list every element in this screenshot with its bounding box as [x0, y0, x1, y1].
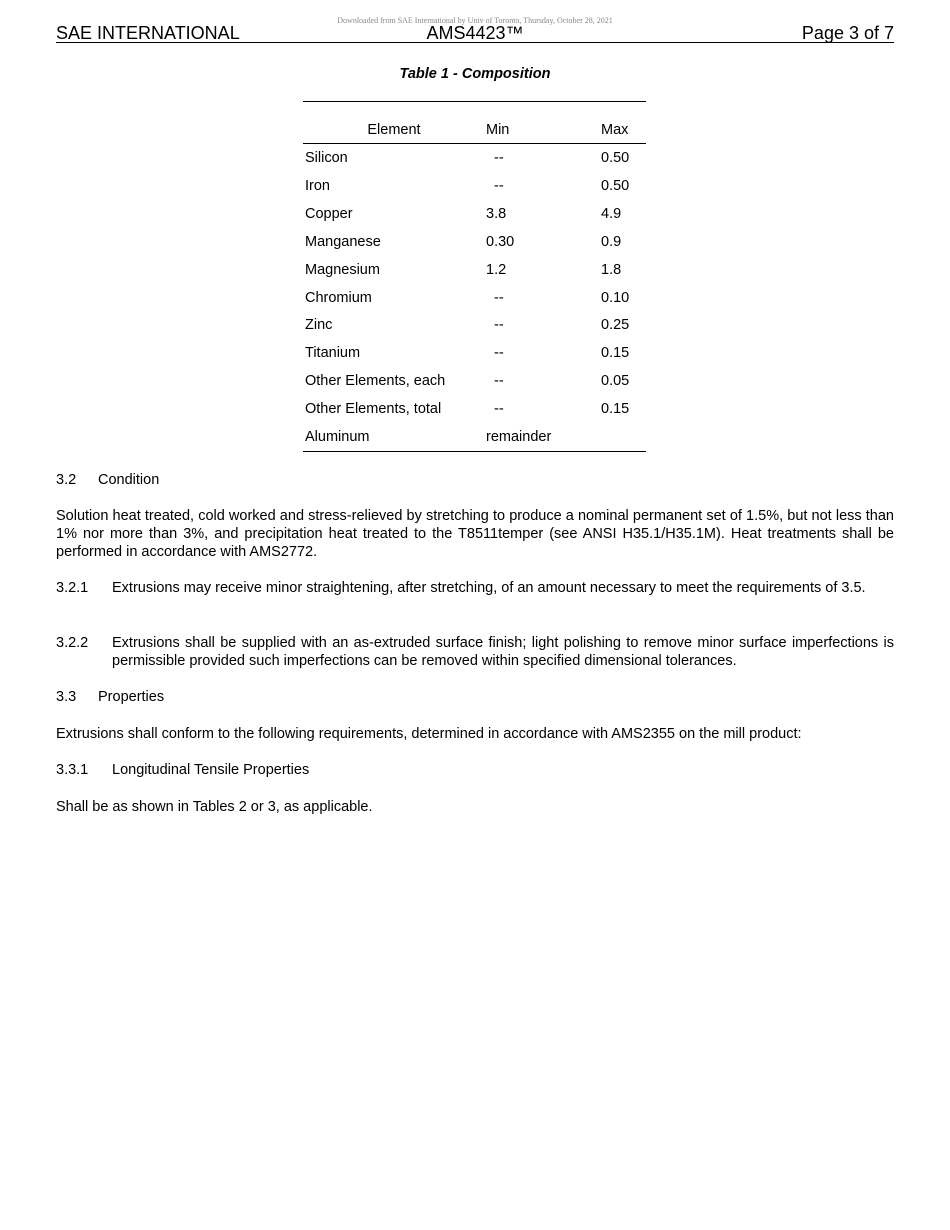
- cell-element: Aluminum: [305, 429, 370, 445]
- cell-max: 1.8: [601, 262, 622, 278]
- column-header-min: Min: [486, 122, 510, 138]
- cell-element: Manganese: [305, 234, 381, 250]
- cell-min: --: [494, 373, 504, 389]
- header-doc-number: AMS4423™: [426, 23, 524, 43]
- cell-min: --: [494, 290, 504, 306]
- cell-max: 0.9: [601, 234, 622, 250]
- header-org: SAE INTERNATIONAL: [56, 23, 240, 43]
- paragraph-properties: Extrusions shall conform to the following requirements, determined in accordance with AMS2355 on the mill product:: [56, 726, 802, 742]
- cell-min: --: [494, 401, 504, 417]
- cell-max: 0.50: [601, 178, 630, 194]
- cell-max: 0.15: [601, 345, 630, 361]
- cell-element: Iron: [305, 178, 330, 194]
- cell-max: 0.15: [601, 401, 630, 417]
- download-watermark: Downloaded from SAE International by Univ of Toronto, Thursday, October 28, 2021: [337, 16, 613, 25]
- cell-min: 1.2: [486, 262, 507, 278]
- subsection-number: 3.3.1: [56, 762, 89, 778]
- paragraph-straightening: Extrusions may receive minor straightening, after stretching, of an amount necessary to meet the requirements of 3.5.: [112, 580, 866, 596]
- cell-element: Other Elements, total: [305, 401, 442, 417]
- cell-element: Chromium: [305, 290, 372, 306]
- cell-min: --: [494, 150, 504, 166]
- cell-max: 0.10: [601, 290, 630, 306]
- header-page-number: Page 3 of 7: [801, 23, 894, 43]
- cell-element: Zinc: [305, 317, 333, 333]
- cell-max: 0.50: [601, 150, 630, 166]
- paragraph-tensile: Shall be as shown in Tables 2 or 3, as applicable.: [56, 799, 373, 815]
- cell-max: 0.05: [601, 373, 630, 389]
- cell-min: --: [494, 178, 504, 194]
- column-header-element: Element: [367, 122, 421, 138]
- section-number: 3.2: [56, 472, 77, 488]
- cell-min: 3.8: [486, 206, 507, 222]
- subsection-title-tensile: Longitudinal Tensile Properties: [112, 762, 310, 778]
- table-header-rule: [303, 143, 646, 144]
- paragraph-condition: Solution heat treated, cold worked and stress-relieved by stretching to produce a nominal permanent set of 1.5%, but not less than 1% nor more than 3%, and precipitation heat treated to the T8511temper (see ANSI H35.1/H35.1M). Heat treatments shall be performed in accordance with AMS2772.: [56, 508, 894, 560]
- paragraph-surface-finish: Extrusions shall be supplied with an as-extruded surface finish; light polishing to remove minor surface imperfections is permissible provided such imperfections can be removed within specified dimensional tolerances.: [112, 635, 894, 669]
- table-top-rule: [303, 101, 646, 102]
- table-caption: Table 1 - Composition: [399, 66, 551, 82]
- section-title-properties: Properties: [98, 689, 165, 705]
- subsection-number: 3.2.1: [56, 580, 89, 596]
- cell-min: --: [494, 317, 504, 333]
- table-bottom-rule: [303, 451, 646, 452]
- cell-element: Silicon: [305, 150, 348, 166]
- subsection-number: 3.2.2: [56, 635, 89, 651]
- section-title-condition: Condition: [98, 472, 160, 488]
- section-number: 3.3: [56, 689, 77, 705]
- cell-element: Titanium: [305, 345, 361, 361]
- cell-element: Magnesium: [305, 262, 380, 278]
- cell-max: 0.25: [601, 317, 630, 333]
- cell-min: --: [494, 345, 504, 361]
- header-rule: [56, 42, 894, 43]
- cell-element: Copper: [305, 206, 353, 222]
- cell-min: remainder: [486, 429, 552, 445]
- cell-max: 4.9: [601, 206, 622, 222]
- cell-element: Other Elements, each: [305, 373, 446, 389]
- column-header-max: Max: [601, 122, 629, 138]
- cell-min: 0.30: [486, 234, 515, 250]
